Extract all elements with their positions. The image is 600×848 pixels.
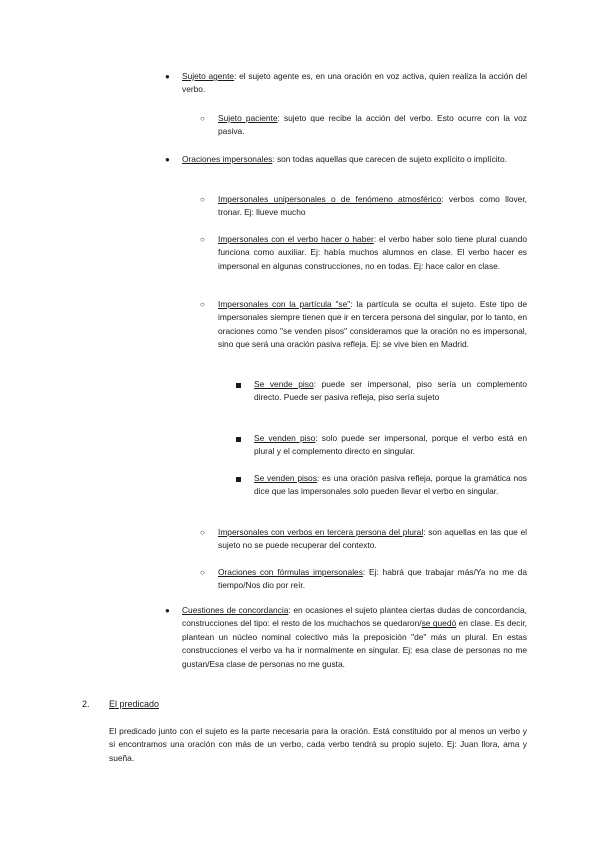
definition: : verbos como llover, tronar. Ej: llueve mucho xyxy=(218,194,527,218)
term-inline: se quedó xyxy=(421,618,457,629)
definition: : son todas aquellas que carecen de sujeto explícito o implícito. xyxy=(272,154,507,164)
circle-marker: ○ xyxy=(200,528,205,537)
body-paragraph xyxy=(109,725,527,765)
list-item xyxy=(254,472,527,499)
section-title: El predicado xyxy=(109,699,160,709)
term: Se vende piso xyxy=(254,379,314,389)
definition: : son aquellas en las que el sujeto no se puede recuperar del contexto. xyxy=(218,527,527,551)
term: Se venden piso xyxy=(254,433,316,443)
list-item xyxy=(254,432,527,459)
definition: : el sujeto agente es, en una oración en voz activa, quien realiza la acción del verbo. xyxy=(182,71,527,95)
circle-marker: ○ xyxy=(200,114,205,123)
definition: : Ej: habrá que trabajar más/Ya no me da tiempo/Nos dio por reír. xyxy=(218,567,527,591)
term: Se venden pisos xyxy=(254,473,317,483)
list-item xyxy=(218,298,527,352)
bullet-marker: ● xyxy=(165,155,170,164)
list-item xyxy=(218,112,527,139)
definition: : sujeto que recibe la acción del verbo. Esto ocurre con la voz pasiva. xyxy=(218,113,527,137)
bullet-marker: ● xyxy=(165,606,170,615)
list-item xyxy=(254,378,527,405)
term: Impersonales con el verbo hacer o haber xyxy=(218,234,374,244)
term: Impersonales con la partícula "se" xyxy=(218,299,351,309)
definition: : puede ser impersonal, piso sería un complemento directo. Puede ser pasiva refleja, piso sería sujeto xyxy=(254,379,527,403)
circle-marker: ○ xyxy=(200,568,205,577)
term: Cuestiones de concordancia xyxy=(182,605,289,615)
list-item xyxy=(182,604,527,671)
term: Sujeto paciente xyxy=(218,113,278,123)
circle-marker: ○ xyxy=(200,195,205,204)
term: Impersonales con verbos en tercera persona del plural xyxy=(218,527,424,537)
list-item xyxy=(218,566,527,593)
definition: : es una oración pasiva refleja, porque la gramática nos dice que las impersonales solo pueden llevar el verbo en singular. xyxy=(254,473,527,497)
term: Oraciones con fórmulas impersonales xyxy=(218,567,363,577)
list-item xyxy=(182,153,527,166)
section-number: 2. xyxy=(82,699,90,709)
circle-marker: ○ xyxy=(200,235,205,244)
definition: : en ocasiones el sujeto plantea ciertas dudas de concordancia, construcciones del tipo: el resto de los muchachos se quedaron/ xyxy=(182,605,528,629)
list-item xyxy=(182,70,527,97)
square-bullet-icon xyxy=(236,383,241,388)
definition: : solo puede ser impersonal, porque el verbo está en plural y el complemento directo en singular. xyxy=(254,433,527,457)
term: Impersonales unipersonales o de fenómeno atmosférico xyxy=(218,194,442,204)
circle-marker: ○ xyxy=(200,300,205,309)
term: Sujeto agente xyxy=(182,71,235,81)
list-item xyxy=(218,233,527,273)
definition-continued: en clase. Es decir, plantean un núcleo nominal colectivo más la preposición "de" más un plural. En estas construcciones el verbo va ha ir normalmente en singular. Ej: esa clase de personas no me gustan/Esa clase de personas no me gusta. xyxy=(182,618,527,669)
list-item xyxy=(218,193,527,220)
square-bullet-icon xyxy=(236,437,241,442)
term: Oraciones impersonales xyxy=(182,154,273,164)
bullet-marker: ● xyxy=(165,72,170,81)
definition: : el verbo haber solo tiene plural cuando funciona como auxiliar. Ej: había muchos alumnos en clase. El verbo hacer es impersonal en algunas construcciones, no en todas. Ej: hace calor en clase. xyxy=(218,234,527,271)
paragraph-text: El predicado junto con el sujeto es la parte necesaria para la oración. Está constituido por al menos un verbo y si encontramos una oración con más de un verbo, cada verbo tendrá su propio sujeto. Ej: Juan llora, ama y sueña. xyxy=(109,726,527,763)
list-item xyxy=(218,526,527,553)
square-bullet-icon xyxy=(236,477,241,482)
definition: : la partícula se oculta el sujeto. Este tipo de impersonales siempre tienen que ir en tercera persona del singular, por lo tanto, en oraciones como "se venden pisos" consideramos que la oración no es impersonal, sino que será una oración pasiva refleja. Ej: se vive bien en Madrid. xyxy=(218,299,527,350)
